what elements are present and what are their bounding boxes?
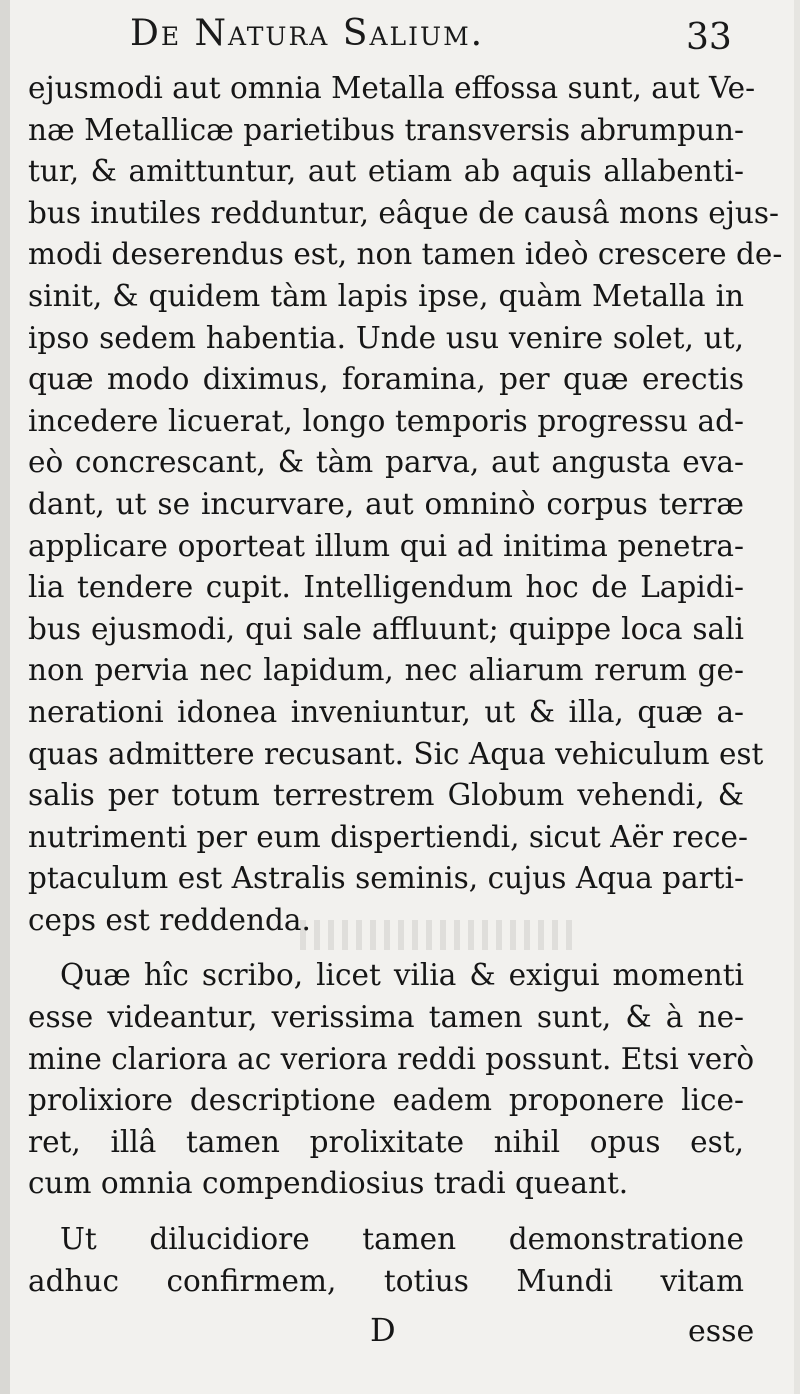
text-line: sinit, & quidem tàm lapis ipse, quàm Metalla in [28, 278, 744, 313]
page-gutter-shadow [0, 0, 10, 1394]
text-line: prolixiore descriptione eadem proponere lice- [28, 1083, 744, 1118]
catchword: esse [688, 1314, 755, 1349]
paragraph-2 [28, 955, 755, 1205]
text-line: esse videantur, verissima tamen sunt, & à ne- [28, 1000, 744, 1035]
page-edge [794, 0, 800, 1394]
text-line: salis per totum terrestrem Globum vehendi, & [28, 778, 744, 813]
text-line: adhuc confirmem, totius Mundi vitam [28, 1263, 744, 1298]
running-title: De Natura Salium. [130, 13, 485, 54]
text-line: bus ejusmodi, qui sale affluunt; quippe loca sali [28, 611, 744, 646]
page-number: 33 [686, 17, 732, 58]
text-line: ipso sedem habentia. Unde usu venire solet, ut, [28, 320, 744, 355]
text-line: mine clariora ac veriora reddi possunt. Etsi verò [28, 1041, 755, 1076]
text-line: ptaculum est Astralis seminis, cujus Aqua parti- [28, 861, 744, 896]
paragraph-gap [28, 941, 744, 955]
text-line: quas admittere recusant. Sic Aqua vehiculum est [28, 736, 764, 771]
text-line: bus inutiles redduntur, eâque de causâ mons ejus- [28, 195, 779, 230]
text-line: dant, ut se incurvare, aut omninò corpus terræ [28, 486, 744, 521]
text-line: incedere licuerat, longo temporis progressu ad- [28, 403, 744, 438]
text-line: cum omnia compendiosius tradi queant. [28, 1166, 629, 1201]
body-text [28, 68, 783, 1302]
text-line: ret, illâ tamen prolixitate nihil opus est, [28, 1124, 744, 1159]
paragraph-gap [28, 1205, 744, 1219]
text-line: ejusmodi aut omnia Metalla effossa sunt, aut Ve- [28, 71, 756, 105]
text-line: næ Metallicæ parietibus transversis abrumpun- [28, 112, 744, 147]
text-line: lia tendere cupit. Intelligendum hoc de Lapidi- [28, 570, 744, 605]
text-line: tur, & amittuntur, aut etiam ab aquis allabenti- [28, 154, 744, 189]
text-line: applicare oporteat illum qui ad initima penetra- [28, 528, 744, 563]
text-line: nutrimenti per eum dispertiendi, sicut Aër rece- [28, 819, 748, 854]
text-line: ceps est reddenda. [28, 902, 311, 937]
text-line: quæ modo diximus, foramina, per quæ erectis [28, 362, 744, 397]
signature-mark: D [370, 1311, 396, 1349]
text-line: Quæ hîc scribo, licet vilia & exigui momenti [60, 958, 744, 993]
text-line: Ut dilucidiore tamen demonstratione [60, 1222, 744, 1257]
paragraph-1 [28, 68, 783, 941]
text-line: modi deserendus est, non tamen ideò crescere de- [28, 237, 783, 272]
text-line: nerationi idonea inveniuntur, ut & illa, quæ a- [28, 694, 744, 729]
text-line: non pervia nec lapidum, nec aliarum rerum ge- [28, 653, 744, 688]
paragraph-3 [28, 1219, 744, 1302]
text-line: eò concrescant, & tàm parva, aut angusta eva- [28, 445, 744, 480]
